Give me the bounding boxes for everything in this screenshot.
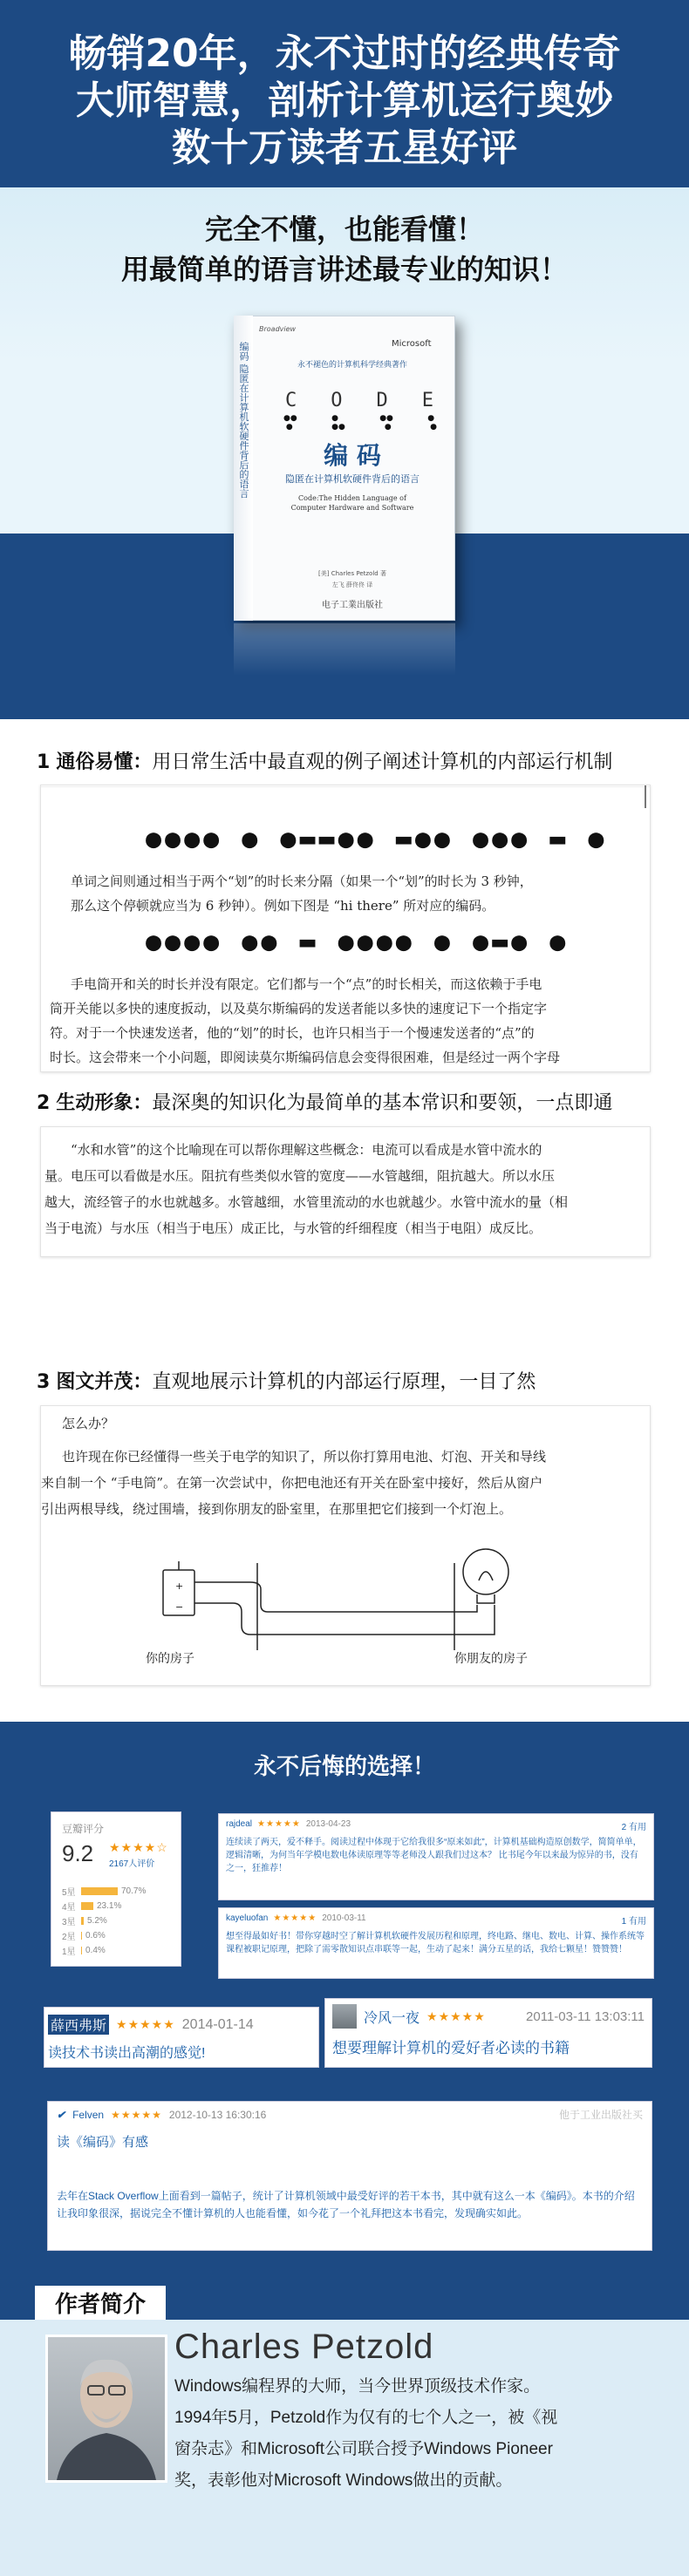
- review-date: 2014-01-14: [181, 2016, 254, 2032]
- hero-line-3: 数十万读者五星好评: [172, 126, 517, 170]
- review-card: [218, 1907, 654, 1979]
- review-card: [218, 1813, 654, 1900]
- circuit-diagram: [146, 1528, 564, 1659]
- reviewer-name[interactable]: 薛西弗斯: [48, 2015, 109, 2035]
- morse-code-line: ●●●● ● ●▬▬●● ▬●● ●●● ▬ ●: [146, 824, 608, 854]
- rating-label: 豆瓣评分: [62, 1823, 105, 1835]
- book-title-cn: 编 码: [324, 441, 381, 470]
- feature-title: [37, 1367, 536, 1394]
- sample-text: 量。电压可以看做是水压。阻抗有些类似水管的宽度——水管越细，阻抗越大。所以水压: [44, 1168, 556, 1184]
- rating-row: 4星 23.1%: [62, 1901, 122, 1913]
- feature-sample-1: [40, 785, 651, 1072]
- review-stars: ★★★★★: [116, 2017, 175, 2031]
- review-text: 想要理解计算机的爱好者必读的书籍: [332, 2040, 570, 2056]
- review-useful[interactable]: 2 有用: [621, 1823, 646, 1832]
- review-card: [47, 2101, 652, 2251]
- reviewer-name[interactable]: 冷风一夜: [364, 2010, 420, 2026]
- review-stars: ★★★★★: [273, 1913, 317, 1923]
- rating-score: 9.2: [62, 1840, 94, 1866]
- hero-line-1: 畅销20年，永不过时的经典传奇: [68, 31, 621, 76]
- reviews-title: 永不后悔的选择！: [253, 1754, 435, 1780]
- rating-count[interactable]: 2167人评价: [109, 1859, 155, 1869]
- sample-text: 也许现在你已经懂得一些关于电学的知识了，所以你打算用电池、灯泡、开关和导线: [62, 1449, 547, 1465]
- svg-text:+: +: [175, 1580, 184, 1592]
- author-bio-line: 奖，表彰他对Microsoft Windows做出的贡献。: [174, 2471, 513, 2490]
- book-cover: [234, 316, 455, 621]
- feature-number: 1: [37, 751, 51, 773]
- microsoft-logo: Microsoft: [392, 339, 432, 349]
- review-card: [44, 2007, 319, 2068]
- code-letter: D: [376, 390, 388, 411]
- review-text: 想至得最如好书！带你穿越时空了解计算机软硬件发展历程和原理，终电路、继电、数电、计算、操作系统等课程被职记原理，把除了需零散知识点串联等一起，生动了起来！满分五星的话，我给七颗星！赞赞赞！: [226, 1932, 645, 1954]
- book-series: 永不褪色的计算机科学经典著作: [297, 361, 407, 370]
- review-date: 2013-04-23: [305, 1819, 351, 1829]
- review-stars: ★★★★★: [257, 1819, 301, 1829]
- author-bio-line: 窗杂志》和Microsoft公司联合授予Windows Pioneer: [174, 2440, 553, 2458]
- sample-text: 引出两根导线，绕过围墙，接到你朋友的卧室里，在那里把它们接到一个灯泡上。: [41, 1501, 513, 1517]
- feature-number: 2: [37, 1092, 51, 1114]
- reviewer-logo-icon: ✔: [57, 2108, 66, 2121]
- sample-text: 手电筒开和关的时长并没有限定。它们都与一个“点”的时长相关，而这依赖于手电: [71, 976, 542, 992]
- feature-sample-3: [40, 1405, 651, 1686]
- book-reflection: [234, 623, 455, 676]
- reviewer-name[interactable]: Felven: [72, 2108, 105, 2121]
- svg-text:−: −: [175, 1601, 184, 1613]
- code-letter: E: [421, 390, 433, 411]
- feature-desc: 直观地展示计算机的内部运行原理，一目了然: [152, 1371, 536, 1393]
- rating-stars-icon: ★★★★☆: [109, 1840, 168, 1854]
- review-date: 2010-03-11: [322, 1913, 366, 1923]
- feature-label: 图文并茂：: [56, 1371, 153, 1393]
- subhead-line-2: 用最简单的语言讲述最专业的知识！: [120, 253, 568, 286]
- subhead-line-1: 完全不懂，也能看懂！: [204, 213, 484, 246]
- code-letter: C: [285, 390, 297, 411]
- book-author: [美] Charles Petzold 著: [318, 570, 386, 577]
- rating-card: [51, 1811, 181, 1967]
- braille-dots: ●● ● ● ●● ●● ● ● ●: [283, 414, 437, 432]
- sample-text: 那么这个停顿就应当为 6 秒钟）。例如下图是 “hi there” 所对应的编码。: [71, 898, 495, 914]
- review-date: 2011-03-11 13:03:11: [526, 2008, 645, 2024]
- reviewer-name[interactable]: kayeluofan: [226, 1913, 269, 1923]
- rating-row: 2星 0.6%: [62, 1931, 106, 1942]
- review-title[interactable]: 读《编码》有感: [57, 2135, 149, 2150]
- review-text: 读技术书读出高潮的感觉!: [48, 2046, 206, 2061]
- review-useful[interactable]: 1 有用: [621, 1917, 646, 1927]
- morse-code-line: ●●●● ●● ▬ ●●●● ● ●▬● ●: [146, 927, 570, 957]
- sample-text: 来自制一个 “手电筒”。在第一次尝试中，你把电池还有开关在卧室中接好，然后从窗户: [41, 1475, 543, 1491]
- sample-text: 越大，流经管子的水也就越多。水管越细，水管里流动的水也就越少。水管中流水的量（相: [44, 1194, 569, 1210]
- rating-row: 3星 5.2%: [62, 1916, 107, 1927]
- author-portrait: [45, 2335, 167, 2483]
- review-stars: ★★★★★: [111, 2108, 162, 2121]
- review-date: 2012-10-13 16:30:16: [168, 2108, 267, 2121]
- feature-desc: 用日常生活中最直观的例子阐述计算机的内部运行机制: [152, 751, 613, 773]
- sample-text: 符。对于一个快速发送者，他的“划”的时长，也许只相当于一个慢速发送者的“点”的: [50, 1025, 535, 1041]
- author-bio-line: 1994年5月，Petzold作为仅有的七个人之一，被《视: [174, 2409, 558, 2427]
- feature-number: 3: [37, 1371, 51, 1393]
- author-photo-icon: [48, 2337, 165, 2480]
- review-text: 去年在Stack Overflow上面看到一篇帖子，统计了计算机领域中最受好评的若干本书，其中就有这么一本《编码》。本书的介绍让我印象很深，据说完全不懂计算机的人也能看懂，如今花了一个礼拜把这本书看完，发现确实如此。: [57, 2190, 635, 2219]
- review-source: 他于工业出版社买: [558, 2109, 643, 2121]
- book-subtitle-cn: 隐匿在计算机软硬件背后的语言: [285, 473, 420, 485]
- feature-label: 通俗易懂：: [56, 751, 153, 773]
- book-title-en-2: Computer Hardware and Software: [290, 504, 414, 512]
- diagram-caption-right: 你朋友的房子: [454, 1652, 528, 1666]
- sample-text: “水和水管”的这个比喻现在可以帮你理解这些概念：电流可以看成是水管中流水的: [71, 1142, 542, 1158]
- code-letter: O: [331, 390, 343, 411]
- feature-title: [37, 1088, 612, 1115]
- publisher-logo: Broadview: [259, 325, 297, 333]
- author-bio: [174, 2371, 557, 2497]
- book-spine: [234, 316, 253, 621]
- author-bio-line: Windows编程界的大师，当今世界顶级技术作家。: [174, 2377, 541, 2396]
- sample-text: 时长。这会带来一个小问题，即阅读莫尔斯编码信息会变得很困难，但是经过一两个字母: [50, 1050, 561, 1065]
- book-press: 电子工業出版社: [322, 601, 383, 610]
- rating-distribution: [62, 1884, 175, 1958]
- rating-row: 5星 70.7%: [62, 1886, 147, 1898]
- avatar[interactable]: [332, 2004, 357, 2029]
- reviewer-name[interactable]: rajdeal: [226, 1819, 253, 1829]
- review-text: 连续读了两天，爱不释手。阅读过程中体现于它给我很多“原来如此”，计算机基础构造原创数学，简简单单，逻辑清晰，为何当年学模电数电体读原理等等老师没人跟我们过这本？ 比书尾今年以来最为惊异的书，没有之一，狂推荐！: [226, 1838, 642, 1873]
- feature-label: 生动形象：: [56, 1092, 153, 1114]
- rating-row: 1星 0.4%: [62, 1946, 106, 1957]
- feature-desc: 最深奥的知识化为最简单的基本常识和要领，一点即通: [152, 1092, 613, 1114]
- review-card: [324, 1998, 652, 2068]
- spine-text: 编码 隐匿在计算机软硬件背后的语言: [238, 342, 249, 499]
- sample-text: 筒开关能以多快的速度扳动，以及莫尔斯编码的发送者能以多快的速度记下一个指定字: [50, 1001, 548, 1016]
- book-translator: 左飞 薛佟佟 译: [331, 581, 373, 588]
- sample-text: 怎么办？: [62, 1416, 115, 1431]
- author-name: Charles Petzold: [174, 2328, 434, 2366]
- author-section-title: 作者简介: [35, 2286, 166, 2324]
- book-title-en-1: Code:The Hidden Language of: [298, 494, 406, 502]
- code-letters: [285, 390, 433, 411]
- feature-title: [37, 747, 612, 774]
- sample-text: 当于电流）与水压（相当于电压）成正比，与水管的纤细程度（相当于电阻）成反比。: [44, 1220, 542, 1236]
- hero-line-2: 大师智慧，剖析计算机运行奥妙: [76, 78, 613, 123]
- feature-sample-2: [40, 1126, 651, 1257]
- diagram-caption-left: 你的房子: [146, 1652, 194, 1666]
- sample-text: 单词之间则通过相当于两个“划”的时长来分隔（如果一个“划”的时长为 3 秒钟，: [71, 873, 533, 889]
- review-stars: ★★★★★: [426, 2008, 486, 2023]
